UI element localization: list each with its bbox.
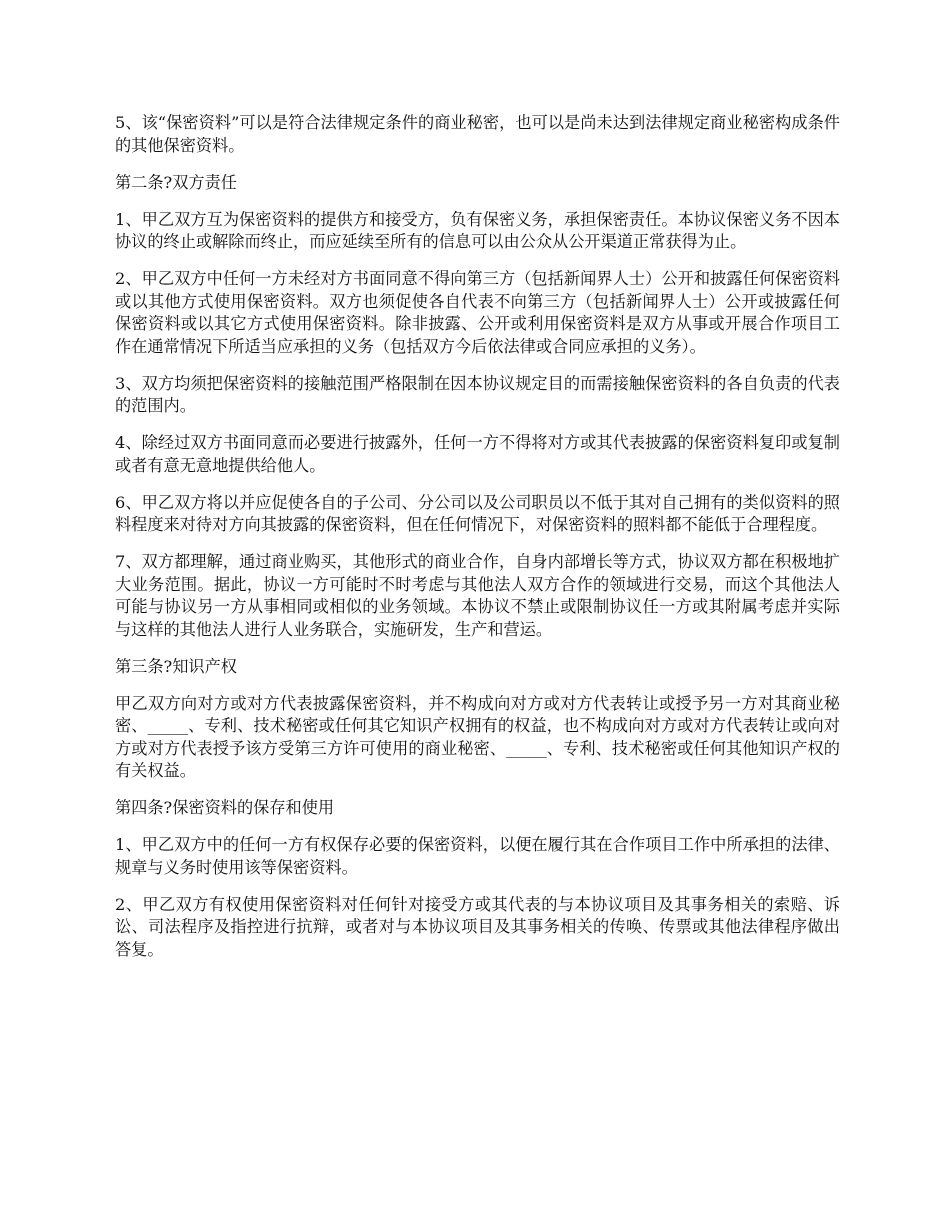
clause-2-item-1: 1、甲乙双方互为保密资料的提供方和接受方，负有保密义务，承担保密责任。本协议保密义务不因本协议的终止或解除而终止，而应延续至所有的信息可以由公众从公开渠道正常获得为止。 — [115, 209, 840, 251]
article-2-heading: 第二条?双方责任 — [115, 172, 237, 192]
article-4-heading: 第四条?保密资料的保存和使用 — [115, 798, 335, 817]
clause-2-item-7: 7、双方都理解，通过商业购买，其他形式的商业合作，自身内部增长等方式，协议双方都在积极地扩大业务范围。据此，协议一方可能时不时考虑与其他法人双方合作的领域进行交易，而这个其他法人可能与协议另一方从事相同或相似的业务领域。本协议不禁止或限制协议任一方或其附属考虑并实际与这样的其他法人进行人业务联合，实施研发，生产和营运。 — [115, 552, 840, 639]
clause-2-item-2: 2、甲乙双方中任何一方未经对方书面同意不得向第三方（包括新闻界人士）公开和披露任何保密资料或以其他方式使用保密资料。双方也须促使各自代表不向第三方（包括新闻界人士）公开或披露任何保密资料或以其它方式使用保密资料。除非披露、公开或利用保密资料是双方从事或开展合作项目工作在通常情况下所适当应承担的义务（包括双方今后依法律或合同应承担的义务）。 — [115, 269, 840, 356]
clause-4-item-1: 1、甲乙双方中的任何一方有权保存必要的保密资料，以便在履行其在合作项目工作中所承担的法律、规章与义务时使用该等保密资料。 — [115, 835, 840, 877]
clause-3-body: 甲乙双方向对方或对方代表披露保密资料，并不构成向对方或对方代表转让或授予另一方对其商业秘密、_____、专利、技术秘密或任何其它知识产权拥有的权益，也不构成向对方或对方代表转让或向对方或对方代表授予该方受第三方许可使用的商业秘密、_____、专利、技术秘密或任何其他知识产权的有关权益。 — [115, 693, 840, 780]
article-3-heading: 第三条?知识产权 — [115, 656, 237, 676]
clause-2-item-4: 4、除经过双方书面同意而必要进行披露外，任何一方不得将对方或其代表披露的保密资料复印或复制或者有意无意地提供给他人。 — [115, 433, 840, 475]
document-page — [115, 112, 840, 976]
clause-2-item-6: 6、甲乙双方将以并应促使各自的子公司、分公司以及公司职员以不低于其对自己拥有的类似资料的照料程度来对待对方向其披露的保密资料，但在任何情况下，对保密资料的照料都不能低于合理程度。 — [115, 492, 840, 534]
clause-1-item-5: 5、该“保密资料”可以是符合法律规定条件的商业秘密，也可以是尚未达到法律规定商业秘密构成条件的其他保密资料。 — [115, 113, 840, 155]
clause-4-item-2: 2、甲乙双方有权使用保密资料对任何针对接受方或其代表的与本协议项目及其事务相关的索赔、诉讼、司法程序及指控进行抗辩，或者对与本协议项目及其事务相关的传唤、传票或其他法律程序做出答复。 — [115, 894, 840, 959]
clause-2-item-3: 3、双方均须把保密资料的接触范围严格限制在因本协议规定目的而需接触保密资料的各自负责的代表的范围内。 — [115, 373, 840, 415]
